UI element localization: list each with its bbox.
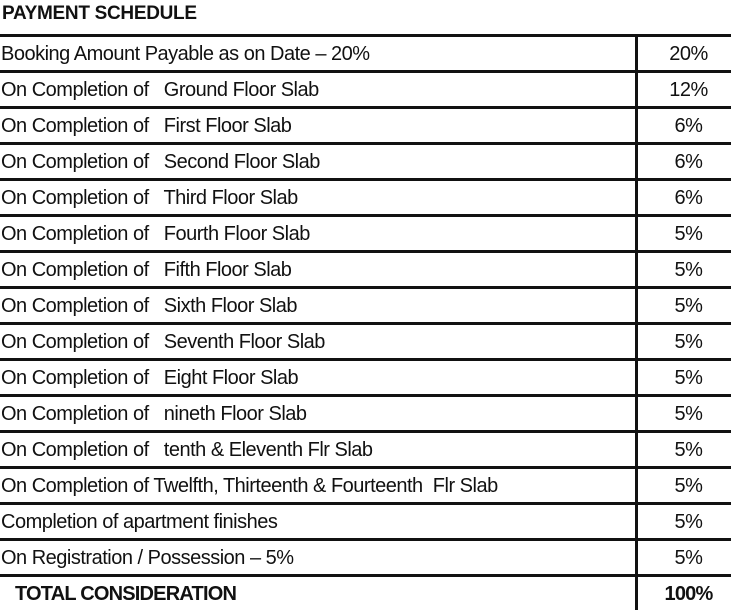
table-row [0, 144, 731, 180]
total-label: TOTAL CONSIDERATION [0, 576, 637, 610]
installment-percent: 5% [637, 216, 731, 252]
table-row [0, 360, 731, 396]
table-row [0, 216, 731, 252]
installment-percent: 5% [637, 540, 731, 576]
installment-percent: 5% [637, 504, 731, 540]
installment-label: On Completion of Ground Floor Slab [0, 72, 637, 108]
installment-percent: 5% [637, 432, 731, 468]
installment-label: On Registration / Possession – 5% [0, 540, 637, 576]
page-title: PAYMENT SCHEDULE [2, 3, 197, 24]
installment-percent: 6% [637, 180, 731, 216]
installment-label: On Completion of Third Floor Slab [0, 180, 637, 216]
installment-percent: 5% [637, 252, 731, 288]
installment-percent: 20% [637, 36, 731, 72]
installment-percent: 5% [637, 288, 731, 324]
installment-percent: 6% [637, 144, 731, 180]
installment-label: On Completion of Twelfth, Thirteenth & Fourteenth Flr Slab [0, 468, 637, 504]
installment-percent: 5% [637, 324, 731, 360]
table-row [0, 324, 731, 360]
payment-schedule-table [0, 34, 731, 610]
table-row [0, 252, 731, 288]
table-row [0, 504, 731, 540]
installment-percent: 6% [637, 108, 731, 144]
installment-label: On Completion of Sixth Floor Slab [0, 288, 637, 324]
installment-percent: 5% [637, 468, 731, 504]
installment-percent: 5% [637, 360, 731, 396]
table-row [0, 540, 731, 576]
table-row [0, 36, 731, 72]
installment-percent: 5% [637, 396, 731, 432]
installment-percent: 12% [637, 72, 731, 108]
table-row [0, 72, 731, 108]
table-row [0, 180, 731, 216]
table-row [0, 288, 731, 324]
installment-label: On Completion of Fourth Floor Slab [0, 216, 637, 252]
installment-label: On Completion of tenth & Eleventh Flr Slab [0, 432, 637, 468]
installment-label: On Completion of First Floor Slab [0, 108, 637, 144]
installment-label: Completion of apartment finishes [0, 504, 637, 540]
installment-label: On Completion of Fifth Floor Slab [0, 252, 637, 288]
installment-label: On Completion of Eight Floor Slab [0, 360, 637, 396]
installment-label: On Completion of Seventh Floor Slab [0, 324, 637, 360]
installment-label: On Completion of nineth Floor Slab [0, 396, 637, 432]
installment-label: Booking Amount Payable as on Date – 20% [0, 36, 637, 72]
total-row [0, 576, 731, 610]
table-row [0, 468, 731, 504]
table-row [0, 432, 731, 468]
table-row [0, 108, 731, 144]
table-row [0, 396, 731, 432]
total-percent: 100% [637, 576, 731, 610]
installment-label: On Completion of Second Floor Slab [0, 144, 637, 180]
